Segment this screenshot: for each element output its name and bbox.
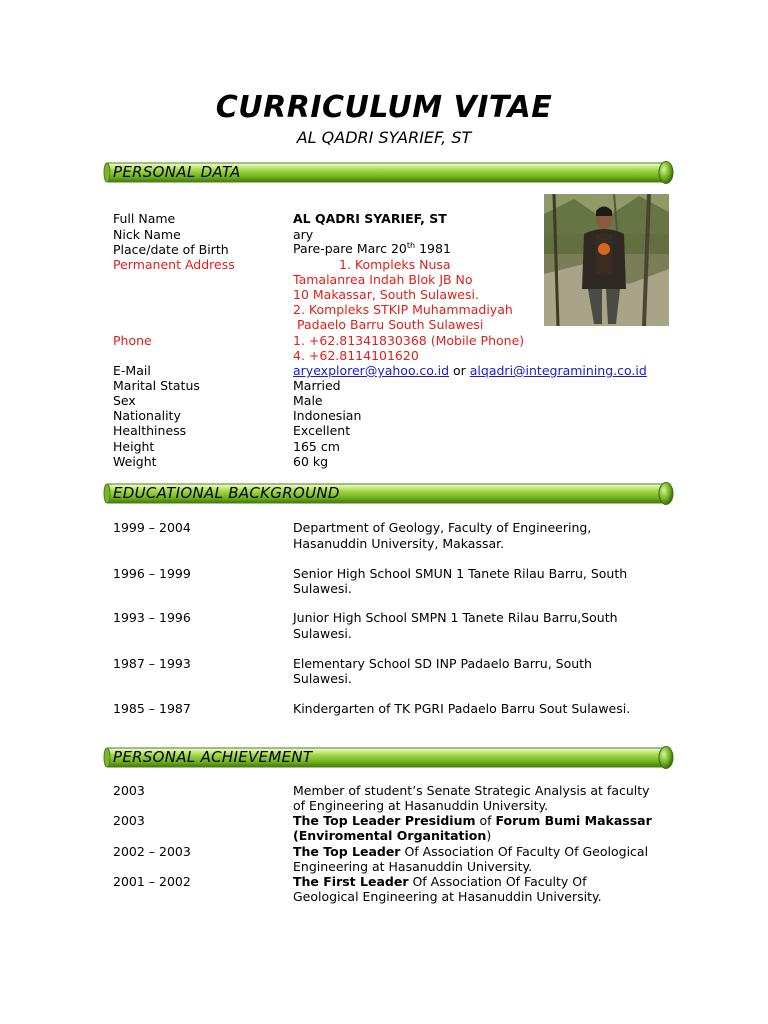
achievement-line: Geological Engineering at Hasanuddin University. [293, 889, 602, 904]
cv-title: CURRICULUM VITAE [215, 90, 553, 125]
birth-suffix: th [406, 240, 416, 250]
achievement-years: 2003 [113, 783, 145, 798]
value-sex: Male [293, 393, 323, 408]
address-line: 10 Makassar, South Sulawesi. [293, 287, 479, 302]
achievement-years: 2001 – 2002 [113, 874, 191, 889]
section-bar-personal-data [103, 160, 675, 184]
section-bar-educational-background [103, 481, 675, 505]
education-line: Senior High School SMUN 1 Tanete Rilau Barru, South [293, 566, 628, 581]
achievement-text: Of Association Of Faculty Of Geological [400, 844, 649, 859]
address-line: Tamalanrea Indah Blok JB No [293, 272, 473, 287]
phone-line: 4. +62.8114101620 [293, 348, 419, 363]
education-line: Hasanuddin University, Makassar. [293, 536, 505, 551]
value-height: 165 cm [293, 439, 340, 454]
value-marital-status: Married [293, 378, 341, 393]
achievement-years: 2002 – 2003 [113, 844, 191, 859]
label-nick-name: Nick Name [113, 227, 181, 242]
value-nationality: Indonesian [293, 408, 362, 423]
achievement-line [293, 828, 491, 843]
value-email [293, 363, 647, 378]
section-title-personal-data: PERSONAL DATA [113, 163, 241, 181]
birth-year: 1981 [415, 241, 451, 256]
achievement-years: 2003 [113, 813, 145, 828]
value-weight: 60 kg [293, 454, 329, 469]
label-phone: Phone [113, 333, 152, 348]
achievement-text: Of Association Of Faculty Of [408, 874, 587, 889]
achievement-line: Member of student’s Senate Strategic Analysis at faculty [293, 783, 650, 798]
education-line: Department of Geology, Faculty of Engineering, [293, 520, 592, 535]
address-line: 1. Kompleks Nusa [339, 257, 451, 272]
achievement-text: of [475, 813, 496, 828]
phone-line: 1. +62.81341830368 (Mobile Phone) [293, 333, 525, 348]
education-line: Junior High School SMPN 1 Tanete Rilau Barru,South [293, 610, 618, 625]
education-years: 1999 – 2004 [113, 520, 191, 535]
email-link-yahoo[interactable]: aryexplorer@yahoo.co.id [293, 363, 450, 378]
achievement-text: ) [486, 828, 492, 843]
birth-place-date: Pare-pare Marc 20 [293, 241, 407, 256]
value-birth [293, 241, 451, 256]
achievement-bold: The First Leader [293, 874, 409, 889]
label-full-name: Full Name [113, 211, 176, 226]
education-years: 1985 – 1987 [113, 701, 191, 716]
section-title-personal-achievement: PERSONAL ACHIEVEMENT [113, 748, 313, 766]
achievement-line: Engineering at Hasanuddin University. [293, 859, 533, 874]
value-healthiness: Excellent [293, 423, 351, 438]
label-marital-status: Marital Status [113, 378, 200, 393]
cv-subtitle: AL QADRI SYARIEF, ST [296, 128, 472, 147]
label-sex: Sex [113, 393, 136, 408]
achievement-line [293, 874, 587, 889]
achievement-line [293, 813, 652, 828]
value-nick-name: ary [293, 227, 314, 242]
label-weight: Weight [113, 454, 157, 469]
achievement-bold: (Enviromental Organitation [293, 828, 487, 843]
achievement-bold: The Top Leader Presidium [293, 813, 476, 828]
education-line: Sulawesi. [293, 626, 352, 641]
education-years: 1987 – 1993 [113, 656, 191, 671]
achievement-line: of Engineering at Hasanuddin University. [293, 798, 549, 813]
section-bar-personal-achievement [103, 745, 675, 769]
address-line: Padaelo Barru South Sulawesi [297, 317, 484, 332]
education-line: Sulawesi. [293, 671, 352, 686]
label-permanent-address: Permanent Address [113, 257, 235, 272]
profile-photo [544, 194, 669, 326]
label-birth: Place/date of Birth [113, 242, 229, 257]
label-healthiness: Healthiness [113, 423, 187, 438]
value-full-name: AL QADRI SYARIEF, ST [293, 211, 447, 226]
email-link-integramining[interactable]: alqadri@integramining.co.id [469, 363, 647, 378]
email-or: or [449, 363, 470, 378]
section-title-educational-background: EDUCATIONAL BACKGROUND [113, 484, 340, 502]
achievement-bold: The Top Leader [293, 844, 401, 859]
label-nationality: Nationality [113, 408, 181, 423]
achievement-bold: Forum Bumi Makassar [495, 813, 652, 828]
education-line: Elementary School SD INP Padaelo Barru, South [293, 656, 592, 671]
education-years: 1996 – 1999 [113, 566, 191, 581]
address-line: 2. Kompleks STKIP Muhammadiyah [293, 302, 513, 317]
label-height: Height [113, 439, 155, 454]
education-line: Sulawesi. [293, 581, 352, 596]
education-line: Kindergarten of TK PGRI Padaelo Barru Sout Sulawesi. [293, 701, 631, 716]
label-email: E-Mail [113, 363, 151, 378]
achievement-line [293, 844, 648, 859]
education-years: 1993 – 1996 [113, 610, 191, 625]
